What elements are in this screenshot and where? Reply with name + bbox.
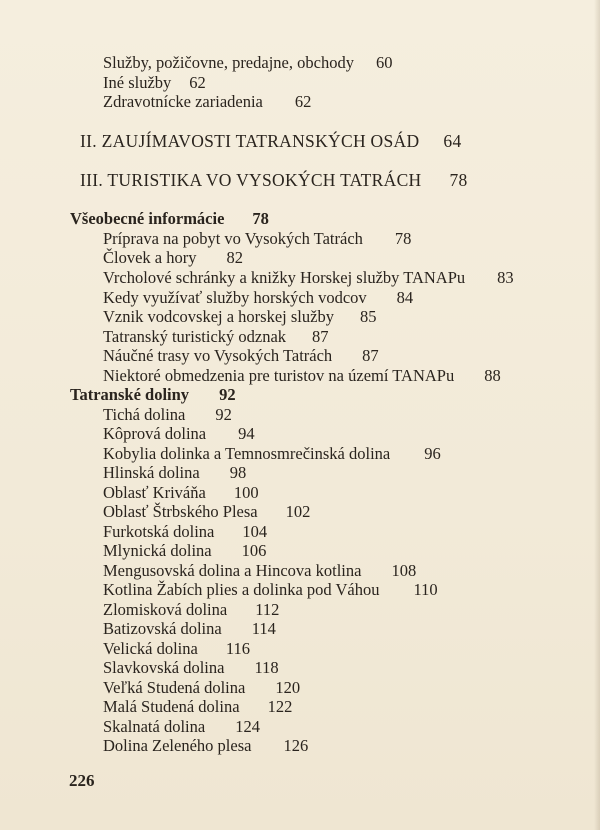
toc-entry	[103, 366, 501, 386]
toc-entry-title: Služby, požičovne, predajne, obchody	[103, 53, 354, 72]
toc-entry-page: 84	[396, 288, 414, 307]
toc-entry	[103, 405, 232, 425]
toc-entry-title: Niektoré obmedzenia pre turistov na území TANAPu	[103, 366, 455, 385]
toc-entry-title: Iné služby	[103, 73, 172, 92]
toc-entry-title: Človek a hory	[103, 248, 197, 267]
chapter-title: III. TURISTIKA VO VYSOKÝCH TATRÁCH	[80, 170, 422, 190]
toc-entry-title: Zdravotnícke zariadenia	[103, 92, 263, 111]
toc-entry	[103, 92, 311, 112]
toc-entry	[103, 248, 243, 268]
toc-entry-page: 100	[233, 483, 259, 502]
chapter-page: 64	[443, 131, 462, 151]
toc-entry-title: Zlomisková dolina	[103, 600, 228, 619]
toc-entry-page: 124	[235, 717, 260, 736]
toc-entry-title: Náučné trasy vo Vysokých Tatrách	[103, 346, 333, 365]
toc-entry-title: Oblasť Štrbského Plesa	[103, 502, 258, 521]
toc-entry-page: 120	[275, 678, 301, 697]
toc-entry	[103, 561, 416, 581]
toc-entry	[103, 307, 376, 327]
toc-entry-page: 126	[283, 736, 309, 755]
toc-entry	[103, 53, 392, 73]
toc-entry	[103, 678, 300, 698]
toc-entry-title: Velická dolina	[103, 639, 198, 658]
toc-entry-title: Skalnatá dolina	[103, 717, 206, 736]
toc-entry-page: 106	[241, 541, 267, 560]
toc-entry-page: 122	[267, 697, 293, 716]
chapter-heading	[80, 170, 468, 190]
toc-entry-title: Veľká Studená dolina	[103, 678, 246, 697]
section-title: Všeobecné informácie	[70, 209, 225, 228]
toc-entry-title: Tichá dolina	[103, 405, 186, 424]
toc-entry	[103, 619, 276, 639]
toc-entry-page: 78	[394, 229, 412, 248]
toc-entry	[103, 288, 413, 308]
toc-entry	[103, 717, 260, 737]
toc-entry-page: 110	[413, 580, 438, 599]
toc-entry-page: 87	[312, 327, 329, 346]
chapter-heading	[80, 131, 462, 151]
toc-entry-title: Furkotská dolina	[103, 522, 215, 541]
toc-entry-title: Dolina Zeleného plesa	[103, 736, 252, 755]
toc-entry-page: 62	[189, 73, 206, 92]
toc-entry	[103, 424, 255, 444]
toc-entry-page: 87	[362, 346, 379, 365]
toc-entry-title: Vznik vodcovskej a horskej služby	[103, 307, 334, 326]
toc-entry-title: Slavkovská dolina	[103, 658, 225, 677]
chapter-title: II. ZAUJÍMAVOSTI TATRANSKÝCH OSÁD	[80, 131, 420, 151]
section-heading	[70, 385, 236, 405]
toc-entry-page: 83	[497, 268, 514, 287]
toc-entry-title: Batizovská dolina	[103, 619, 222, 638]
toc-entry-page: 108	[391, 561, 417, 580]
toc-entry	[103, 600, 279, 620]
toc-entry-page: 88	[484, 366, 501, 385]
toc-entry	[103, 483, 259, 503]
toc-entry-title: Mengusovská dolina a Hincova kotlina	[103, 561, 362, 580]
toc-entry-title: Vrcholové schránky a knižky Horskej služby TANAPu	[103, 268, 466, 287]
toc-entry	[103, 580, 438, 600]
toc-entry	[103, 444, 441, 464]
toc-entry-title: Kôprová dolina	[103, 424, 207, 443]
toc-entry-page: 102	[285, 502, 311, 521]
toc-entry-title: Hlinská dolina	[103, 463, 200, 482]
toc-entry-title: Kobylia dolinka a Temnosmrečinská dolina	[103, 444, 391, 463]
toc-entry-page: 96	[424, 444, 441, 463]
section-page: 92	[219, 385, 236, 404]
section-page: 78	[252, 209, 269, 228]
toc-entry-page: 116	[225, 639, 250, 658]
toc-entry-page: 82	[226, 248, 243, 267]
toc-entry	[103, 522, 267, 542]
toc-entry	[103, 658, 279, 678]
section-heading	[70, 209, 269, 229]
toc-entry	[103, 541, 266, 561]
toc-entry	[103, 268, 514, 288]
toc-entry	[103, 346, 379, 366]
toc-entry-title: Oblasť Kriváňa	[103, 483, 206, 502]
toc-entry-title: Tatranský turistický odznak	[103, 327, 287, 346]
toc-entry	[103, 229, 411, 249]
toc-entry-title: Kotlina Žabích plies a dolinka pod Váhou	[103, 580, 380, 599]
toc-entry-page: 112	[255, 600, 280, 619]
toc-entry	[103, 463, 246, 483]
toc-entry-page: 118	[254, 658, 279, 677]
page-edge-shadow	[594, 0, 600, 830]
toc-entry-page: 98	[229, 463, 247, 482]
toc-entry-page: 94	[238, 424, 255, 443]
page-number: 226	[69, 771, 95, 790]
toc-entry-title: Príprava na pobyt vo Vysokých Tatrách	[103, 229, 363, 248]
toc-entry-page: 60	[375, 53, 393, 72]
toc-entry-page: 114	[251, 619, 276, 638]
toc-entry-title: Mlynická dolina	[103, 541, 212, 560]
toc-entry	[103, 639, 250, 659]
toc-entry	[103, 736, 308, 756]
section-title: Tatranské doliny	[70, 385, 190, 404]
toc-entry-page: 62	[294, 92, 312, 111]
toc-entry-page: 92	[215, 405, 232, 424]
toc-entry-page: 104	[242, 522, 268, 541]
toc-entry-title: Kedy využívať služby horských vodcov	[103, 288, 367, 307]
toc-entry	[103, 327, 329, 347]
toc-entry	[103, 502, 310, 522]
toc-entry	[103, 697, 292, 717]
chapter-page: 78	[449, 170, 468, 190]
toc-entry	[103, 73, 206, 93]
toc-entry-title: Malá Studená dolina	[103, 697, 240, 716]
toc-entry-page: 85	[359, 307, 377, 326]
